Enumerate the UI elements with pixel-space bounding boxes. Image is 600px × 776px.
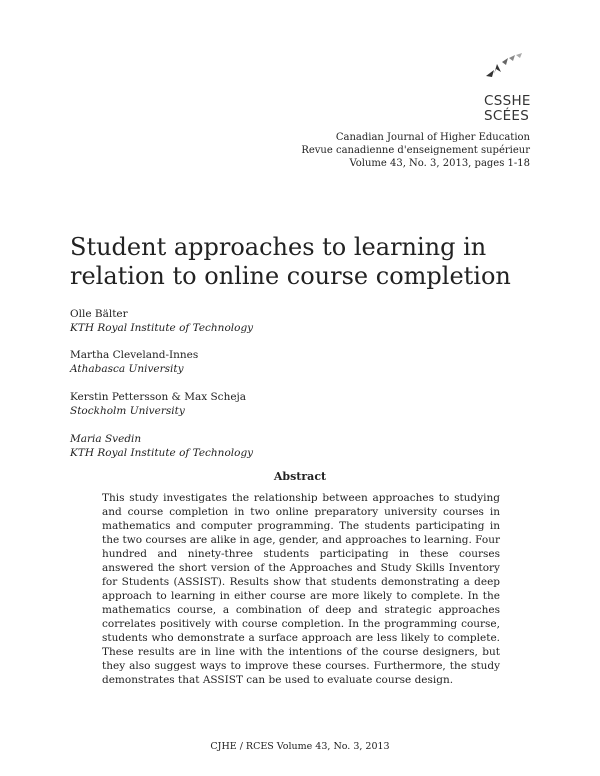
author-block	[70, 390, 246, 418]
journal-volume: Volume 43, No. 3, 2013, pages 1-18	[349, 158, 530, 169]
logo-text-line2: SCÉES	[484, 108, 530, 124]
author-affiliation: KTH Royal Institute of Technology	[70, 322, 254, 334]
author-block	[70, 307, 253, 335]
logo-text-line1: CSSHE	[484, 93, 531, 109]
author-name: Olle Bälter	[70, 308, 128, 320]
author-name: Kerstin Pettersson & Max Scheja	[70, 391, 247, 403]
csshe-logo	[466, 50, 536, 125]
author-affiliation: KTH Royal Institute of Technology	[70, 447, 254, 459]
paper-title: Student approaches to learning in relation to online course completion	[70, 233, 511, 290]
author-affiliation: Athabasca University	[70, 363, 184, 375]
journal-name-en: Canadian Journal of Higher Education	[335, 132, 530, 143]
author-block	[70, 432, 253, 460]
journal-info	[301, 131, 530, 170]
author-name: Maria Svedin	[70, 433, 142, 445]
page-footer: CJHE / RCES Volume 43, No. 3, 2013	[210, 741, 390, 752]
author-block	[70, 348, 198, 376]
abstract-heading: Abstract	[273, 470, 327, 483]
author-affiliation: Stockholm University	[70, 405, 185, 417]
bird-flock-icon	[484, 50, 528, 82]
abstract-body: This study investigates the relationship between approaches to studying and course completion in two online preparatory university courses in mathematics and computer programming. The students participating in the two courses are alike in age, gender, and approaches to learning. Four hundred and ninety-three students participating in these courses answered the short version of the Approaches and Study Skills Inventory for Students (ASSIST). Results show that students demonstrating a deep approach to learning in either course are more likely to complete. In the mathematics course, a combination of deep and strategic approaches correlates positively with course completion. In the programming course, students who demonstrate a surface approach are less likely to complete. These results are in line with the intentions of the course designers, but they also suggest ways to improve these courses. Furthermore, the study demonstrates that ASSIST can be used to evaluate course design.	[102, 492, 500, 686]
journal-name-fr: Revue canadienne d'enseignement supérieur	[301, 145, 530, 156]
author-name: Martha Cleveland-Innes	[70, 349, 199, 361]
